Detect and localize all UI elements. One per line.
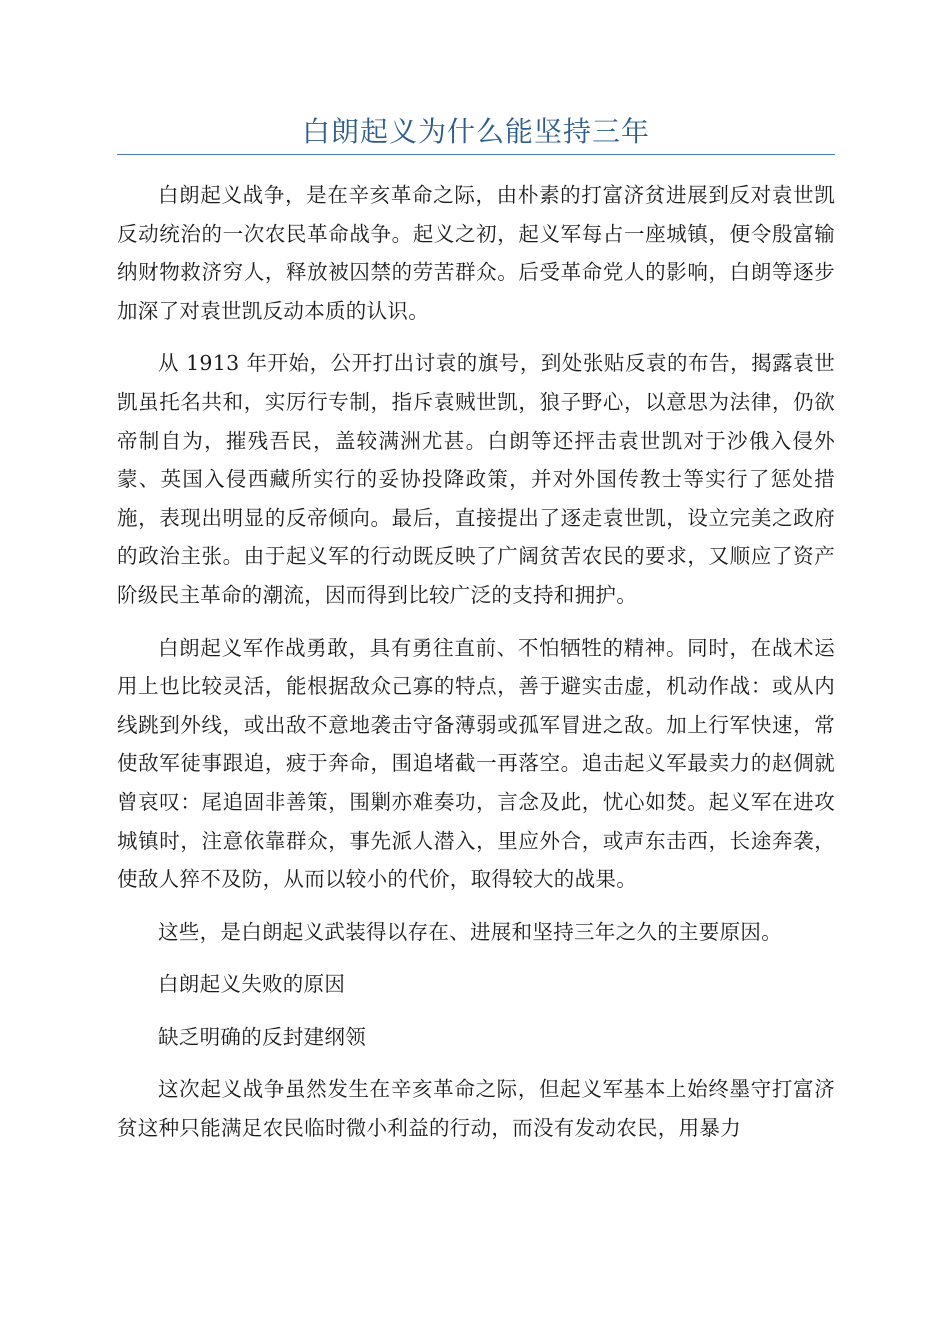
subheading-no-program: 缺乏明确的反封建纲领 <box>158 1024 366 1049</box>
document-body <box>117 176 835 1162</box>
paragraph-4: 这些，是白朗起义武装得以存在、进展和坚持三年之久的主要原因。 <box>158 919 782 944</box>
paragraph-1: 白朗起义战争，是在辛亥革命之际，由朴素的打富济贫进展到反对袁世凯反动统治的一次农民革命战争。起义之初，起义军每占一座城镇，便令殷富输纳财物救济穷人，释放被囚禁的劳苦群众。后受革命党人的影响，白朗等逐步加深了对袁世凯反动本质的认识。 <box>117 183 835 323</box>
document-title: 白朗起义为什么能坚持三年 <box>301 115 650 148</box>
paragraph-3: 白朗起义军作战勇敢，具有勇往直前、不怕牺牲的精神。同时，在战术运用上也比较灵活，能根据敌众己寡的特点，善于避实击虚，机动作战：或从内线跳到外线，或出敌不意地袭击守备薄弱或孤军冒进之敌。加上行军快速，常使敌军徒事跟追，疲于奔命，围追堵截一再落空。追击起义军最卖力的赵倜就曾哀叹：尾追固非善策，围剿亦难奏功，言念及此，忧心如焚。起义军在进攻城镇时，注意依靠群众，事先派人潜入，里应外合，或声东击西，长途奔袭，使敌人猝不及防，从而以较小的代价，取得较大的战果。 <box>117 635 835 892</box>
paragraph-2: 从 1913 年开始，公开打出讨袁的旗号，到处张贴反袁的布告，揭露袁世凯虽托名共和，实厉行专制，指斥袁贼世凯，狼子野心，以意思为法律，仍欲帝制自为，摧残吾民，盖较满洲尤甚。白朗等还抨击袁世凯对于沙俄入侵外蒙、英国入侵西藏所实行的妥协投降政策，并对外国传教士等实行了惩处措施，表现出明显的反帝倾向。最后，直接提出了逐走袁世凯，设立完美之政府的政治主张。由于起义军的行动既反映了广阔贫苦农民的要求，又顺应了资产阶级民主革命的潮流，因而得到比较广泛的支持和拥护。 <box>117 351 835 607</box>
section-heading-failure-reasons: 白朗起义失败的原因 <box>158 972 346 997</box>
title-underline <box>117 154 835 155</box>
paragraph-5: 这次起义战争虽然发生在辛亥革命之际，但起义军基本上始终墨守打富济贫这种只能满足农民临时微小利益的行动，而没有发动农民，用暴力 <box>117 1077 835 1141</box>
